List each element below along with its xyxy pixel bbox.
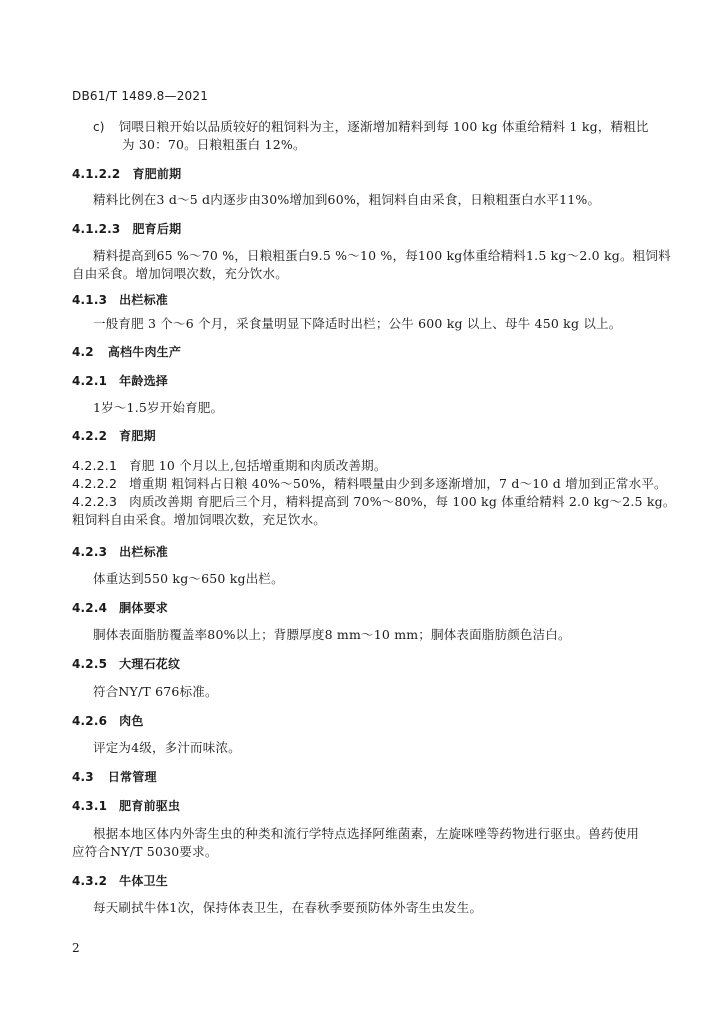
paragraph: 评定为4级，多汁而味浓。 [93,740,241,755]
heading-4-2-2 [72,428,156,444]
section-title: 育肥前期 [132,167,182,181]
clause-number: 4.2.2.3 [72,494,118,509]
section-title: 胴体要求 [119,601,168,615]
section-title: 肥育后期 [132,222,182,236]
heading-4-3 [72,769,157,785]
heading-4-1-2-2 [72,166,181,182]
section-number: 4.3.2 [72,874,108,888]
clause-text: 增重期 粗饲料占日粮 40%～50%，精料喂量由少到多逐渐增加，7 d～10 d 增加到正常水平。 [129,476,667,491]
section-title: 肉色 [119,714,144,728]
section-number: 4.2.5 [72,657,108,671]
section-title: 肥育前驱虫 [119,799,181,813]
list-item-text: 饲喂日粮开始以品质较好的粗饲料为主，逐渐增加精料到每 100 kg 体重给精料 1 kg，精粗比 [118,119,649,134]
heading-4-1-2-3 [72,221,181,237]
section-title: 年龄选择 [119,374,168,388]
clause-4-2-2-3 [72,494,676,510]
list-item-c [93,119,649,135]
paragraph-continuation: 应符合NY/T 5030要求。 [72,844,218,859]
clause-continuation: 粗饲料自由采食。增加饲喂次数，充足饮水。 [72,512,327,527]
section-title: 牛体卫生 [119,874,168,888]
paragraph: 胴体表面脂肪覆盖率80%以上；背膘厚度8 mm～10 mm；胴体表面脂肪颜色洁白。 [93,627,571,642]
list-item-label: c) [93,120,105,134]
clause-number: 4.2.2.1 [72,458,118,473]
heading-4-3-1 [72,798,180,814]
clause-4-2-2-2 [72,476,667,492]
section-title: 高档牛肉生产 [107,345,182,359]
page-number: 2 [72,941,80,955]
section-number: 4.2.4 [72,601,108,615]
document-code: DB61/T 1489.8—2021 [72,89,209,103]
heading-4-2-6 [72,713,144,729]
section-number: 4.2.3 [72,545,108,559]
paragraph: 一般育肥 3 个～6 个月，采食量明显下降适时出栏；公牛 600 kg 以上、母牛 450 kg 以上。 [93,316,622,331]
section-title: 出栏标准 [119,545,168,559]
heading-4-2-1 [72,373,168,389]
section-number: 4.2.2 [72,429,108,443]
heading-4-2-3 [72,544,168,560]
section-number: 4.3.1 [72,799,108,813]
section-number: 4.2.1 [72,374,108,388]
section-number: 4.2 [72,345,94,359]
paragraph: 符合NY/T 676标准。 [93,684,218,699]
paragraph: 精料比例在3 d～5 d内逐步由30%增加到60%，粗饲料自由采食，日粮粗蛋白水平11%。 [93,192,601,207]
clause-text: 肉质改善期 育肥后三个月，精料提高到 70%～80%，每 100 kg 体重给精料 2.0 kg～2.5 kg。 [129,494,676,509]
clause-text: 育肥 10 个月以上,包括增重期和肉质改善期。 [129,458,387,473]
clause-number: 4.2.2.2 [72,476,118,491]
paragraph: 根据本地区体内外寄生虫的种类和流行学特点选择阿维菌素，左旋咪唑等药物进行驱虫。兽药使用 [93,826,640,841]
section-number: 4.1.3 [72,293,108,307]
section-number: 4.1.2.2 [72,167,121,181]
heading-4-2-4 [72,600,168,616]
section-number: 4.2.6 [72,714,108,728]
paragraph: 1岁～1.5岁开始育肥。 [93,400,224,415]
heading-4-1-3 [72,292,168,308]
list-item-c-continuation: 为 30：70。日粮粗蛋白 12%。 [122,137,306,152]
paragraph-continuation: 自由采食。增加饲喂次数，充分饮水。 [72,266,288,281]
section-number: 4.1.2.3 [72,222,121,236]
paragraph: 体重达到550 kg～650 kg出栏。 [93,571,284,586]
section-title: 育肥期 [119,429,156,443]
heading-4-2 [72,344,181,360]
paragraph: 每天刷拭牛体1次，保持体表卫生，在春秋季要预防体外寄生虫发生。 [93,900,483,915]
section-title: 大理石花纹 [119,657,181,671]
section-number: 4.3 [72,770,94,784]
paragraph: 精料提高到65 %～70 %，日粮粗蛋白9.5 %～10 %，每100 kg体重给精料1.5 kg～2.0 kg。粗饲料 [93,248,671,263]
clause-4-2-2-1 [72,458,387,474]
heading-4-2-5 [72,656,180,672]
section-title: 出栏标准 [119,293,168,307]
heading-4-3-2 [72,873,168,889]
section-title: 日常管理 [107,770,157,784]
